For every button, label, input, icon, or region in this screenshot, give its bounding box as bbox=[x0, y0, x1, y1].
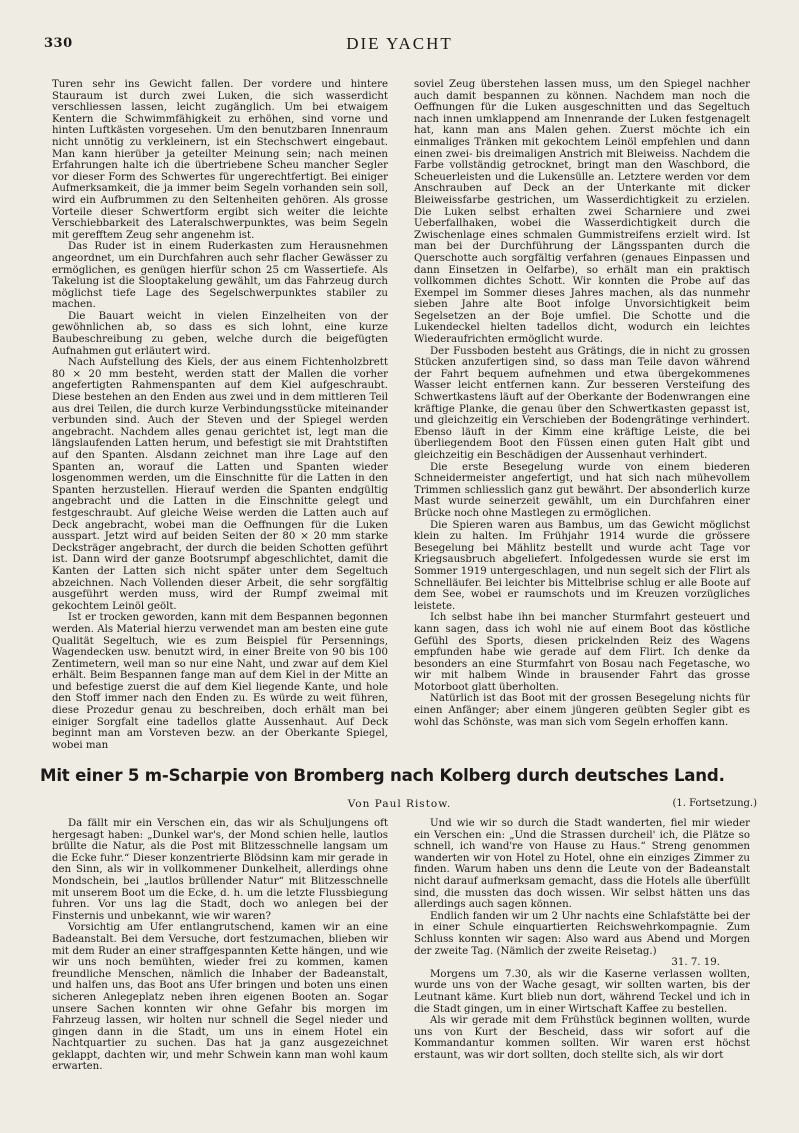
paragraph: Als wir gerade mit dem Frühstück beginnen wollten, wurde uns von Kurt der Bescheid, dass wir sofort auf die Kommandantur kommen sollten. Wir waren erst höchst erstaunt, was wir dort sollten, doch stellte sich, als wir dort bbox=[414, 1015, 750, 1061]
paragraph: Da fällt mir ein Verschen ein, das wir als Schuljungens oft hergesagt haben: „Dunkel war's, der Mond schien helle, lautlos brüllte die Natur, als die Post mit Blitzesschnelle langsam um die Ecke fuhr.“ Dieser konzentrierte Blödsinn kam mir gerade in den Sinn, als wir in vollkommener Dunkelheit, allerdings ohne Mondschein, bei „lautlos brüllender Natur“ mit Blitzesschnelle mit unserem Boot um die Ecke, d. h. um die letzte Flussbiegung fuhren. Vor uns lag die Stadt, doch wo anlegen bei der Finsternis und unbekannt, wie wir waren? bbox=[52, 818, 388, 922]
paragraph: Endlich fanden wir um 2 Uhr nachts eine Schlafstätte bei der in einer Schule einquartierten Reichswehrkompagnie. Zum Schluss konnten wir sagen: Also ward aus Abend und Morgen der zweite Tag. (Nämlich der zweite Reisetag.) bbox=[414, 910, 750, 957]
paragraph: Ich selbst habe ihn bei mancher Sturmfahrt gesteuert und kann sagen, dass ich wohl nie auf einem Boot das köstliche Gefühl des Sports, diesen prickelnden Reiz des Wagens empfunden habe wie gerade auf dem Flirt. Ich denke da besonders an eine Sturmfahrt von Bosau nach Fegetasche, wo wir mit halbem Winde in brausender Fahrt das grosse Motorboot glatt überholten. bbox=[414, 612, 750, 693]
article-title: Mit einer 5 m-Scharpie von Bromberg nach Kolberg durch deutsches Land. bbox=[40, 766, 725, 785]
paragraph: Das Ruder ist in einem Ruderkasten zum Herausnehmen angeordnet, um ein Durchfahren auch sehr flacher Gewässer zu ermöglichen, es genügen hierfür schon 25 cm Wassertiefe. Als Takelung ist die Slooptakelung gewählt, um das Fahrzeug durch möglichst tiefe Lage des Segelschwerpunktes stabiler zu machen. bbox=[52, 241, 388, 311]
second-article-left-column bbox=[52, 818, 388, 1108]
paragraph: Turen sehr ins Gewicht fallen. Der vordere und hintere Stauraum ist durch zwei Luken, die sich wasserdicht verschliessen lassen, leicht zugänglich. Um bei etwaigem Kentern die Schwimmfähigkeit zu erhöhen, sind vorne und hinten Luftkästen vorgesehen. Um den benutzbaren Innenraum nicht unnötig zu verkleinern, ist ein Stechschwert eingebaut. Man kann hierüber ja geteilter Meinung sein; nach meinen Erfahrungen halte ich die übertriebene Scheu mancher Segler vor dieser Form des Schwertes für ungerechtfertigt. Bei einiger Aufmerksamkeit, die ja immer beim Segeln vorhanden sein soll, wird ein Aufbrummen zu den Seltenheiten gehören. Als grosse Vorteile dieser Schwertform ergibt sich weiter die leichte Verschiebbarkeit des Lateralschwerpunktes, was beim Segeln mit gerefftem Zeug sehr angenehm ist. bbox=[52, 79, 388, 241]
paragraph: Und wie wir so durch die Stadt wanderten, fiel mir wieder ein Verschen ein: „Und die Strassen durcheil' ich, die Plätze so schnell, ich wand're von Hause zu Haus.“ Streng genommen wanderten wir von Hotel zu Hotel, ohne ein einziges Zimmer zu finden. Warum haben uns denn die Leute von der Badeanstalt nicht darauf aufmerksam gemacht, dass die Hotels alle überfüllt sind, die mussten das doch wissen. Wir selbst hätten uns das allerdings auch sagen können. bbox=[414, 818, 750, 911]
paragraph: Morgens um 7.30, als wir die Kaserne verlassen wollten, wurde uns von der Wache gesagt, wir sollten warten, bis der Leutnant käme. Kurt blieb nun dort, während Teckel und ich in die Stadt gingen, um in einer Wirtschaft Kaffee zu bestellen. bbox=[414, 968, 750, 1015]
article-byline: Von Paul Ristow. bbox=[347, 798, 452, 810]
second-article-right-column bbox=[414, 818, 750, 1108]
paragraph: Nach Aufstellung des Kiels, der aus einem Fichtenholzbrett 80 × 20 mm besteht, werden statt der Mallen die vorher angefertigten Rahmenspanten auf dem Kiel aufgeschraubt. Diese bestehen an den Enden aus zwei und in dem mittleren Teil aus drei Teilen, die durch kurze Verbindungsstücke miteinander verbunden sind. Auch der Steven und der Spiegel werden angebracht. Nachdem alles genau gerichtet ist, legt man die längslaufenden Latten herum, und befestigt sie mit Drahtstiften auf den Spanten. Alsdann zeichnet man ihre Lage auf den Spanten an, worauf die Latten und Spanten wieder losgenommen werden, um die Einschnitte für die Latten in den Spanten herzustellen. Hierauf werden die Spanten endgültig angebracht und die Latten in die Einschnitte gelegt und festgeschraubt. Auf gleiche Weise werden die Latten auch auf Deck angebracht, wobei man die Oeffnungen für die Luken ausspart. Jetzt wird auf beiden Seiten der 80 × 20 mm starke Decksträger angebracht, der durch die beiden Schotten geführt ist. Dann wird der ganze Bootsrumpf abgeschlichtet, damit die Kanten der Latten sich nicht später unter dem Segeltuch abzeichnen. Nach Vollenden dieser Arbeit, die sehr sorgfältig ausgeführt werden muss, wird der Rumpf zweimal mit gekochtem Leinöl geölt. bbox=[52, 357, 388, 612]
continuation-note: (1. Fortsetzung.) bbox=[672, 798, 757, 809]
paragraph: Vorsichtig am Ufer entlangrutschend, kamen wir an eine Badeanstalt. Bei dem Versuche, dort festzumachen, blieben wir mit dem Ruder an einer straffgespannten Kette hängen, und wie wir uns noch bemühten, wieder frei zu kommen, kamen freundliche Menschen, nämlich die Inhaber der Badeanstalt, und halfen uns, das Boot ans Ufer bringen und boten uns einen sicheren Anlegeplatz neben ihren eigenen Booten an. Sogar unsere Sachen konnten wir ohne Gefahr bis morgen im Fahrzeug lassen, wir holten nur schnell die Segel nieder und gingen dann in die Stadt, um uns in einem Hotel ein Nachtquartier zu suchen. Das hat ja ganz ausgezeichnet geklappt, dachten wir, und mehr Schwein kann man wohl kaum erwarten. bbox=[52, 922, 388, 1073]
paragraph: Natürlich ist das Boot mit der grossen Besegelung nichts für einen Anfänger; aber einem jüngeren geübten Segler gibt es wohl das Schönste, was man sich vom Segeln erhoffen kann. bbox=[414, 693, 750, 728]
paragraph: Die Bauart weicht in vielen Einzelheiten von der gewöhnlichen ab, so dass es sich lohnt, eine kurze Baubeschreibung zu geben, welche durch die beigefügten Aufnahmen gut erläutert wird. bbox=[52, 310, 388, 357]
paragraph: Ist er trocken geworden, kann mit dem Bespannen begonnen werden. Als Material hierzu verwendet man am besten eine gute Qualität Segeltuch, wie es zum Beispiel für Persennings, Wagendecken usw. benutzt wird, in einer Breite von 90 bis 100 Zentimetern, weil man so nur eine Naht, und zwar auf dem Kiel erhält. Beim Bespannen fange man auf dem Kiel in der Mitte an und befestige zuerst die auf dem Kiel liegende Kante, und hole den Stoff immer nach den Enden zu. Es würde zu weit führen, diese Prozedur genau zu beschreiben, doch erhält man bei einiger Sorgfalt eine tadellos glatte Aussenhaut. Auf Deck beginnt man am Vorsteven bezw. an der Oberkante Spiegel, wobei man bbox=[52, 612, 388, 751]
paragraph: Die erste Besegelung wurde von einem biederen Schneidermeister angefertigt, und hat sich nach mühevollem Trimmen schliesslich ganz gut bewährt. Der absonderlich kurze Mast wurde seinerzeit gewählt, um ein Durchfahren einer Brücke noch ohne Mastlegen zu ermöglichen. bbox=[414, 461, 750, 519]
paragraph: soviel Zeug überstehen lassen muss, um den Spiegel nachher auch damit bespannen zu können. Nachdem man noch die Oeffnungen für die Luken ausgeschnitten und das Segeltuch nach innen umklappend am Innenrande der Luken festgenagelt hat, kann man ans Malen gehen. Zuerst möchte ich ein einmaliges Tränken mit gekochtem Leinöl empfehlen und dann einen zwei- bis dreimaligen Anstrich mit Bleiweiss. Nachdem die Farbe vollständig getrocknet, bringt man den Waschbord, die Scheuerleisten und die Lukensülle an. Letztere werden vor dem Anschrauben auf Deck an der Unterkante mit dicker Bleiweissfarbe gestrichen, um Wasserdichtigkeit zu erzielen. Die Luken selbst erhalten zwei Scharniere und zwei Ueberfallhaken, wobei die Wasserdichtigkeit durch die Zwischenlage eines schmalen Gummistreifens erzielt wird. Ist man bei der Durchführung der Längsspanten durch die Querschotte auch sorgfältig verfahren (genaues Einpassen und dann Einsetzen in Oelfarbe), so erhält man ein praktisch vollkommen dichtes Schott. Wir konnten die Probe auf das Exempel im Sommer dieses Jahres machen, als das nunmehr sieben Jahre alte Boot infolge Unvorsichtigkeit beim Segelsetzen an der Boje umfiel. Die Schotte und die Lukendeckel hielten tadellos dicht, wodurch ein leichtes Wiederaufrichten ermöglicht wurde. bbox=[414, 79, 750, 346]
running-title: DIE YACHT bbox=[346, 34, 453, 53]
paragraph: Die Spieren waren aus Bambus, um das Gewicht möglichst klein zu halten. Im Frühjahr 1914 wurde die grössere Besegelung bei Mählitz bestellt und wurde acht Tage vor Kriegsausbruch abgeliefert. Infolgedessen wurde sie erst im Sommer 1919 untergeschlagen, und nun segelt sich der Flirt als Schnelläufer. Bei leichter bis Mittelbrise schlug er alle Boote auf dem See, wobei er raumschots und im Kreuzen vorzügliches leistete. bbox=[414, 519, 750, 612]
diary-date: 31. 7. 19. bbox=[671, 957, 720, 969]
first-article-right-column bbox=[414, 79, 750, 739]
page-number: 330 bbox=[44, 36, 73, 51]
paragraph: Der Fussboden besteht aus Grätings, die in nicht zu grossen Stücken anzufertigen sind, so dass man Teile davon während der Fahrt bequem aufnehmen und etwa übergekommenes Wasser leicht entfernen kann. Zur besseren Versteifung des Schwertkastens läuft auf der Oberkante der Bodenwrangen eine kräftige Planke, die genau über den Schwertkasten gepasst ist, und gleichzeitig ein Verschieben der Bodengrätinge verhindert. Ebenso läuft in der Kimm eine kräftige Leiste, die bei überliegendem Boot den Füssen einen guten Halt gibt und gleichzeitig ein Beschädigen der Aussenhaut verhindert. bbox=[414, 345, 750, 461]
first-article-left-column bbox=[52, 79, 388, 751]
